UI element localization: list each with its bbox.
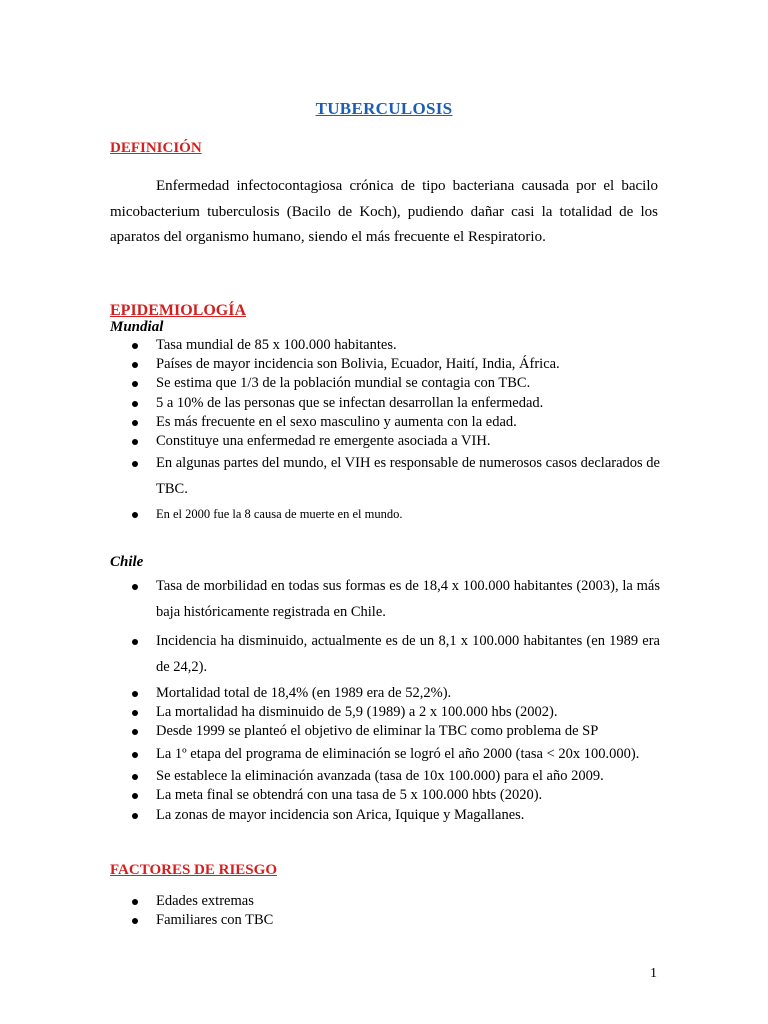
list-item: Mortalidad total de 18,4% (en 1989 era de 52,2%). — [110, 684, 660, 703]
bullet-icon — [132, 813, 138, 819]
bullet-icon — [132, 584, 138, 590]
bullet-icon — [132, 343, 138, 349]
bullet-icon — [132, 752, 138, 758]
list-item: Se establece la eliminación avanzada (tasa de 10x 100.000) para el año 2009. — [110, 767, 660, 786]
bullet-icon — [132, 461, 138, 467]
bullet-icon — [132, 918, 138, 924]
list-item: 5 a 10% de las personas que se infectan desarrollan la enfermedad. — [110, 394, 660, 413]
document-title: TUBERCULOSIS — [315, 99, 453, 118]
list-item: La meta final se obtendrá con una tasa de 5 x 100.000 hbts (2020). — [110, 786, 660, 805]
page-number: 1 — [650, 966, 657, 981]
list-item: Familiares con TBC — [110, 911, 660, 930]
bullet-icon — [132, 639, 138, 645]
bullet-icon — [132, 420, 138, 426]
list-item: En el 2000 fue la 8 causa de muerte en el mundo. — [110, 502, 660, 528]
factores-list — [110, 892, 660, 930]
factores-heading: FACTORES DE RIESGO — [110, 862, 277, 878]
list-item: Se estima que 1/3 de la población mundial se contagia con TBC. — [110, 374, 660, 393]
definicion-heading: DEFINICIÓN — [110, 140, 202, 156]
list-item: Países de mayor incidencia son Bolivia, Ecuador, Haití, India, África. — [110, 355, 660, 374]
bullet-icon — [132, 729, 138, 735]
bullet-icon — [132, 793, 138, 799]
bullet-icon — [132, 512, 138, 518]
bullet-icon — [132, 401, 138, 407]
bullet-icon — [132, 381, 138, 387]
list-item: Desde 1999 se planteó el objetivo de eliminar la TBC como problema de SP — [110, 722, 660, 741]
list-item: Incidencia ha disminuido, actualmente es de un 8,1 x 100.000 habitantes (en 1989 era de 24,2). — [110, 629, 660, 680]
bullet-icon — [132, 774, 138, 780]
list-item: Constituye una enfermedad re emergente asociada a VIH. — [110, 432, 660, 451]
epidemiologia-heading: EPIDEMIOLOGÍA — [110, 302, 247, 319]
list-item: La zonas de mayor incidencia son Arica, Iquique y Magallanes. — [110, 806, 660, 825]
bullet-icon — [132, 439, 138, 445]
list-item: Tasa de morbilidad en todas sus formas es de 18,4 x 100.000 habitantes (2003), la más baja históricamente registrada en Chile. — [110, 574, 660, 625]
bullet-icon — [132, 362, 138, 368]
bullet-icon — [132, 710, 138, 716]
mundial-list — [110, 336, 660, 528]
mundial-subheading: Mundial — [110, 319, 164, 335]
list-item: Tasa mundial de 85 x 100.000 habitantes. — [110, 336, 660, 355]
list-item: En algunas partes del mundo, el VIH es responsable de numerosos casos declarados de TBC. — [110, 451, 660, 502]
list-item: Es más frecuente en el sexo masculino y aumenta con la edad. — [110, 413, 660, 432]
bullet-icon — [132, 691, 138, 697]
chile-list — [110, 574, 660, 825]
list-item: La 1º etapa del programa de eliminación se logró el año 2000 (tasa < 20x 100.000). — [110, 742, 660, 768]
bullet-icon — [132, 899, 138, 905]
definicion-paragraph: Enfermedad infectocontagiosa crónica de tipo bacteriana causada por el bacilo micobacterium tuberculosis (Bacilo de Koch), pudiendo dañar casi la totalidad de los aparatos del organismo humano, siendo el más frecuente el Respiratorio. — [110, 178, 658, 245]
list-item: La mortalidad ha disminuido de 5,9 (1989) a 2 x 100.000 hbs (2002). — [110, 703, 660, 722]
list-item: Edades extremas — [110, 892, 660, 911]
chile-subheading: Chile — [110, 554, 144, 570]
